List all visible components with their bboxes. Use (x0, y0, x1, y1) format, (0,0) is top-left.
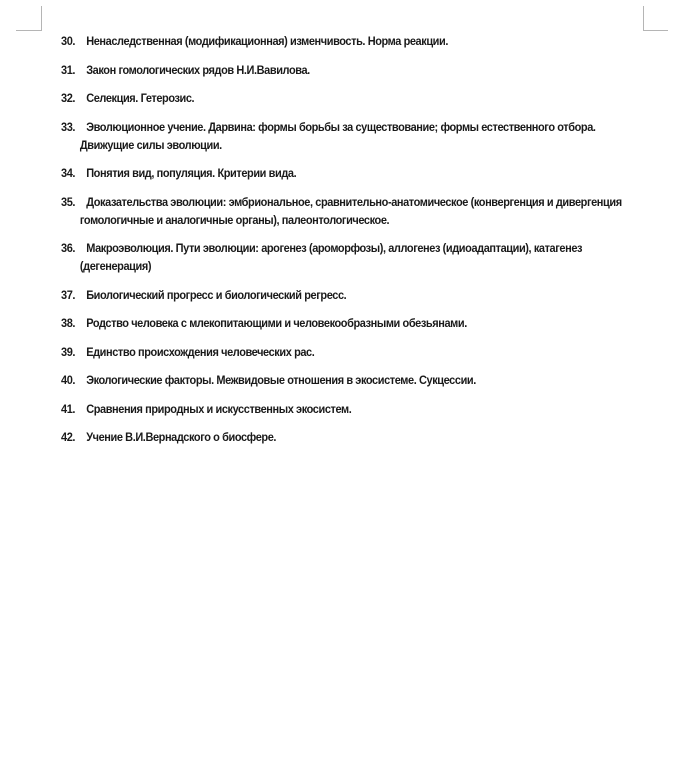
list-item (61, 428, 645, 446)
list-item (61, 371, 645, 389)
item-number: 38. (61, 316, 76, 330)
list-item (61, 286, 645, 304)
question-list (61, 32, 631, 457)
list-item (61, 89, 645, 107)
item-text: Эволюционное учение. Дарвина: формы борьбы за существование; формы естественного отбора. Движущие силы эволюции. (79, 119, 596, 152)
list-item (61, 400, 645, 418)
list-item (61, 118, 645, 154)
item-number: 40. (61, 373, 76, 387)
list-item (61, 343, 645, 361)
crop-mark-top-right (643, 30, 668, 31)
item-number: 42. (61, 430, 76, 444)
item-text: Учение В.И.Вернадского о биосфере. (86, 430, 277, 444)
item-text: Понятия вид, популяция. Критерии вида. (86, 166, 297, 180)
item-text: Сравнения природных и искусственных экосистем. (86, 401, 352, 416)
list-item (61, 314, 645, 332)
crop-mark-top-left (16, 30, 41, 31)
item-text: Родство человека с млекопитающими и человекообразными обезьянами. (86, 316, 467, 330)
list-item (61, 32, 645, 50)
list-item (61, 164, 645, 182)
list-item (61, 239, 645, 275)
crop-mark-top-left (41, 6, 42, 31)
item-number: 41. (61, 401, 76, 416)
item-number: 37. (61, 287, 76, 302)
item-number: 36. (61, 241, 76, 255)
item-text: Селекция. Гетерозис. (86, 91, 195, 105)
list-item (61, 61, 645, 79)
list-item (61, 193, 645, 229)
item-number: 33. (61, 119, 76, 134)
item-text: Биологический прогресс и биологический регресс. (86, 287, 347, 302)
crop-mark-top-right (643, 6, 644, 31)
item-number: 39. (61, 344, 76, 359)
item-number: 34. (61, 166, 76, 180)
item-text: Макроэволюция. Пути эволюции: арогенез (ароморфозы), аллогенез (идиоадаптации), катагенез (дегенерация) (79, 241, 583, 273)
item-text: Доказательства эволюции: эмбриональное, сравнительно-анатомическое (конвергенция и дивергенция гомологичные и аналогичные органы), палеонтологическое. (79, 194, 622, 227)
item-text: Единство происхождения человеческих рас. (86, 344, 315, 359)
item-number: 31. (61, 62, 76, 77)
item-text: Закон гомологических рядов Н.И.Вавилова. (86, 62, 310, 77)
item-text: Ненаследственная (модификационная) изменчивость. Норма реакции. (86, 34, 448, 48)
item-text: Экологические факторы. Межвидовые отношения в экосистеме. Сукцессии. (86, 373, 476, 387)
item-number: 32. (61, 91, 76, 105)
item-number: 35. (61, 194, 76, 209)
item-number: 30. (61, 34, 76, 48)
